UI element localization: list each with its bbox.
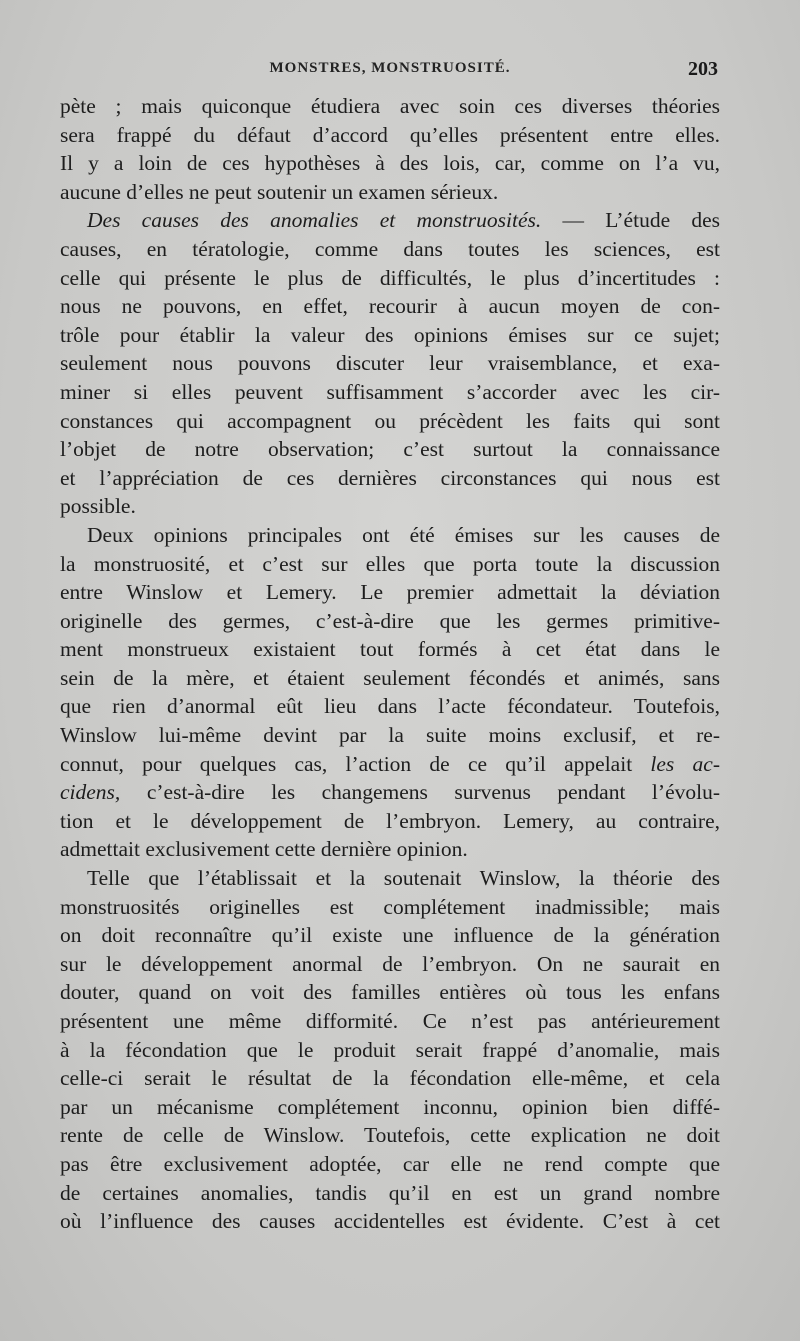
- text-line: par un mécanisme complétement inconnu, opinion bien diffé-: [60, 1094, 720, 1119]
- text-line: que rien d’anormal eût lieu dans l’acte fécondateur. Toutefois,: [60, 694, 720, 719]
- italic-term: les ac-: [632, 751, 720, 776]
- page-number: 203: [688, 58, 718, 80]
- text-line: originelle des germes, c’est-à-dire que les germes primitive-: [60, 608, 720, 633]
- text-line: causes, en tératologie, comme dans toutes les sciences, est: [60, 236, 720, 261]
- text-line: seulement nous pouvons discuter leur vraisemblance, et exa-: [60, 351, 720, 376]
- text-line: miner si elles peuvent suffisamment s’accorder avec les cir-: [60, 379, 720, 404]
- text-line: nous ne pouvons, en effet, recourir à aucun moyen de con-: [60, 294, 720, 319]
- text-line: constances qui accompagnent ou précèdent les faits qui sont: [60, 408, 720, 433]
- text-line: pas être exclusivement adoptée, car elle ne rend compte que: [60, 1151, 720, 1176]
- text-line: Winslow lui-même devint par la suite moins exclusif, et re-: [60, 723, 720, 748]
- text-line: on doit reconnaître qu’il existe une influence de la génération: [60, 923, 720, 948]
- text-line-first: [60, 206, 720, 235]
- text-line: [60, 778, 720, 807]
- text-line: [60, 750, 720, 779]
- running-head: MONSTRES, MONSTRUOSITÉ.: [269, 60, 511, 76]
- text-line: entre Winslow et Lemery. Le premier admettait la déviation: [60, 580, 720, 605]
- text-line: tion et le développement de l’embryon. Lemery, au contraire,: [60, 808, 720, 833]
- text-line: de certaines anomalies, tandis qu’il en est un grand nombre: [60, 1180, 720, 1205]
- text-line: trôle pour établir la valeur des opinions émises sur ce sujet;: [60, 322, 720, 347]
- text-line: ment monstrueux existaient tout formés à cet état dans le: [60, 637, 720, 662]
- section-heading: Des causes des anomalies et monstruosités.: [87, 208, 542, 233]
- text-segment: connut, pour quelques cas, l’action de ce qu’il appelait: [60, 751, 633, 776]
- text-line: et l’appréciation de ces dernières circonstances qui nous est: [60, 465, 720, 490]
- text-line: où l’influence des causes accidentelles est évidente. C’est à cet: [60, 1209, 720, 1234]
- text-line: aucune d’elles ne peut soutenir un examen sérieux.: [60, 179, 499, 204]
- italic-term: cidens,: [60, 780, 121, 805]
- text-line: sur le développement anormal de l’embryon. On ne saurait en: [60, 951, 720, 976]
- text-line: rente de celle de Winslow. Toutefois, cette explication ne doit: [60, 1123, 720, 1148]
- text-line: l’objet de notre observation; c’est surtout la connaissance: [60, 437, 720, 462]
- paragraph-2: [60, 206, 720, 521]
- text-line: la monstruosité, et c’est sur elles que porta toute la discussion: [60, 551, 720, 576]
- text-line: admettait exclusivement cette dernière opinion.: [60, 837, 468, 862]
- text-line: celle qui présente le plus de difficultés, le plus d’incertitudes :: [60, 265, 720, 290]
- text-line: possible.: [60, 494, 136, 519]
- text-line: Il y a loin de ces hypothèses à des lois, car, comme on l’a vu,: [60, 151, 720, 176]
- text-line: monstruosités originelles est complétement inadmissible; mais: [60, 894, 720, 919]
- text-line: à la fécondation que le produit serait frappé d’anomalie, mais: [60, 1037, 720, 1062]
- text-line: Telle que l’établissait et la soutenait Winslow, la théorie des: [87, 866, 720, 891]
- text-line: sera frappé du défaut d’accord qu’elles présentent entre elles.: [60, 122, 720, 147]
- heading-line-rest: — L’étude des: [541, 208, 720, 233]
- text-line: présentent une même difformité. Ce n’est pas antérieurement: [60, 1009, 720, 1033]
- body-text: [60, 92, 720, 1236]
- text-line: douter, quand on voit des familles entières où tous les enfans: [60, 980, 720, 1005]
- text-line: sein de la mère, et étaient seulement fécondés et animés, sans: [60, 665, 720, 690]
- text-segment: c’est-à-dire les changemens survenus pendant l’évolu-: [120, 780, 720, 805]
- paragraph-3: [60, 521, 720, 864]
- text-line: Deux opinions principales ont été émises sur les causes de: [87, 522, 720, 547]
- text-line: celle-ci serait le résultat de la fécondation elle-même, et cela: [60, 1066, 720, 1091]
- text-line: pète ; mais quiconque étudiera avec soin ces diverses théories: [60, 94, 720, 118]
- page-header: [60, 60, 720, 88]
- paragraph-4: [60, 864, 720, 1236]
- paragraph-1: [60, 92, 720, 206]
